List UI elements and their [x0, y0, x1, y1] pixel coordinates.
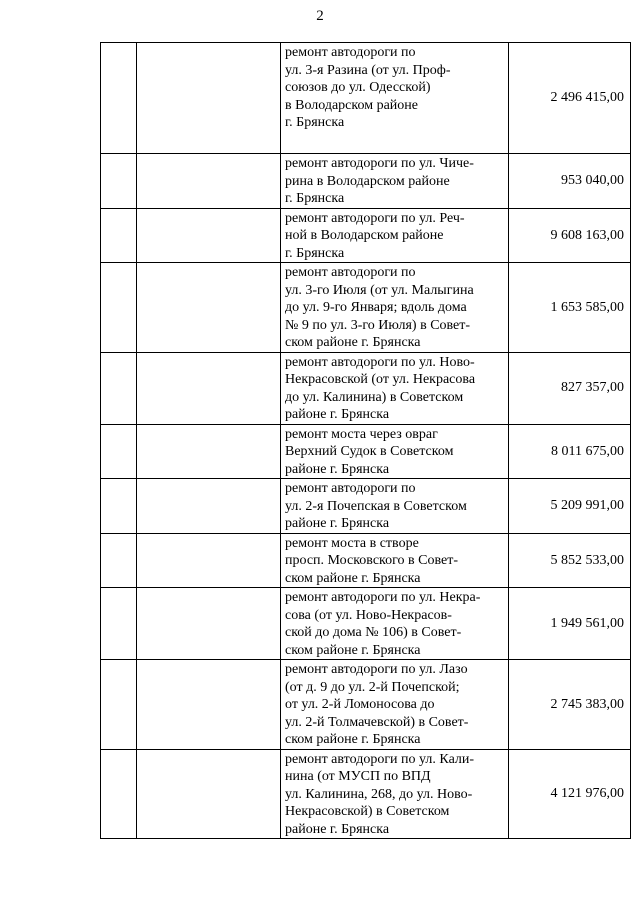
object-cell [137, 749, 281, 839]
description-line: ной в Володарском районе [285, 228, 444, 243]
work-description-cell [281, 533, 509, 588]
amount-cell: 953 040,00 [509, 154, 631, 209]
description-line: в Володарском районе [285, 97, 418, 113]
table-row [101, 154, 631, 209]
number-cell [101, 208, 137, 263]
amount-cell: 1 653 585,00 [509, 263, 631, 353]
description-line: ремонт моста в створе [285, 535, 419, 551]
description-line: г. Брянска [285, 115, 345, 130]
number-cell [101, 533, 137, 588]
object-cell [137, 154, 281, 209]
amount-cell: 5 852 533,00 [509, 533, 631, 588]
amount-cell: 2 745 383,00 [509, 660, 631, 750]
description-line: просп. Московского в Совет- [285, 553, 458, 568]
description-line: районе г. Брянска [285, 407, 390, 422]
description-line: ском районе г. Брянска [285, 570, 421, 586]
description-line: ремонт автодороги по ул. Лазо [285, 662, 468, 677]
page-number: 2 [316, 8, 324, 24]
description-line: районе г. Брянска [285, 461, 390, 477]
description-line: ремонт автодороги по [285, 265, 416, 280]
description-line: ском районе г. Брянска [285, 335, 421, 350]
number-cell [101, 154, 137, 209]
number-cell [101, 424, 137, 479]
description-line: № 9 по ул. 3-го Июля) в Совет- [285, 317, 471, 333]
description-line: ской до дома № 106) в Совет- [285, 625, 462, 640]
object-cell [137, 660, 281, 750]
work-description-cell [281, 749, 509, 839]
amount-cell: 2 496 415,00 [509, 43, 631, 154]
description-line: районе г. Брянска [285, 516, 390, 531]
amount-cell: 1 949 561,00 [509, 588, 631, 660]
description-line: до ул. Калинина) в Советском [285, 389, 464, 405]
table-row [101, 208, 631, 263]
table-row [101, 660, 631, 750]
description-line: нина (от МУСП по ВПД [285, 769, 431, 784]
object-cell [137, 479, 281, 534]
description-line: от ул. 2-й Ломоносова до [285, 697, 435, 712]
description-line: рина в Володарском районе [285, 173, 450, 189]
description-line: ремонт автодороги по ул. Чиче- [285, 156, 474, 171]
work-description-cell [281, 424, 509, 479]
object-cell [137, 533, 281, 588]
work-description-cell [281, 479, 509, 534]
amount-cell: 9 608 163,00 [509, 208, 631, 263]
number-cell [101, 749, 137, 839]
description-line: ул. 2-я Почепская в Советском [285, 498, 467, 514]
work-description-cell [281, 43, 509, 154]
description-line: ул. 3-я Разина (от ул. Проф- [285, 62, 451, 78]
number-cell [101, 588, 137, 660]
number-cell [101, 352, 137, 424]
number-cell [101, 479, 137, 534]
description-line: ремонт автодороги по ул. Реч- [285, 210, 465, 226]
table-row [101, 43, 631, 154]
amount-cell: 4 121 976,00 [509, 749, 631, 839]
table-body [101, 43, 631, 839]
description-line: г. Брянска [285, 191, 345, 206]
table-row [101, 352, 631, 424]
table-row [101, 533, 631, 588]
table-row [101, 588, 631, 660]
object-cell [137, 352, 281, 424]
table-row [101, 479, 631, 534]
object-cell [137, 263, 281, 353]
table-row [101, 263, 631, 353]
table-row [101, 424, 631, 479]
amount-cell: 5 209 991,00 [509, 479, 631, 534]
description-line: (от д. 9 до ул. 2-й Почепской; [285, 679, 460, 695]
description-line: ремонт автодороги по [285, 481, 416, 496]
object-cell [137, 208, 281, 263]
table-row [101, 749, 631, 839]
description-line: ремонт автодороги по [285, 45, 416, 60]
description-line: до ул. 9-го Января; вдоль дома [285, 300, 467, 315]
work-description-cell [281, 154, 509, 209]
description-line: ул. 3-го Июля (от ул. Малыгина [285, 282, 474, 298]
description-line: ском районе г. Брянска [285, 642, 421, 658]
object-cell [137, 424, 281, 479]
description-line: ремонт автодороги по ул. Кали- [285, 751, 475, 767]
object-cell [137, 43, 281, 154]
work-description-cell [281, 263, 509, 353]
work-description-cell [281, 352, 509, 424]
description-line: ул. 2-й Толмачевской) в Совет- [285, 714, 469, 730]
description-line: сова (от ул. Ново-Некрасов- [285, 607, 452, 623]
work-description-cell [281, 588, 509, 660]
description-line: г. Брянска [285, 245, 345, 261]
number-cell [101, 660, 137, 750]
object-cell [137, 588, 281, 660]
description-line: ремонт моста через овраг [285, 426, 438, 442]
work-description-cell [281, 208, 509, 263]
amount-cell: 8 011 675,00 [509, 424, 631, 479]
description-line: Некрасовской (от ул. Некрасова [285, 372, 476, 387]
description-line: ул. Калинина, 268, до ул. Ново- [285, 786, 473, 802]
amount-cell: 827 357,00 [509, 352, 631, 424]
description-line: Некрасовской) в Советском [285, 804, 450, 819]
description-line: Верхний Судок в Советском [285, 444, 454, 459]
number-cell [101, 43, 137, 154]
description-line: районе г. Брянска [285, 821, 390, 837]
description-line: союзов до ул. Одесской) [285, 80, 431, 95]
works-table [100, 42, 631, 839]
description-line: ремонт автодороги по ул. Ново- [285, 354, 475, 370]
work-description-cell [281, 660, 509, 750]
number-cell [101, 263, 137, 353]
description-line: ремонт автодороги по ул. Некра- [285, 590, 481, 605]
description-line: ском районе г. Брянска [285, 732, 421, 747]
